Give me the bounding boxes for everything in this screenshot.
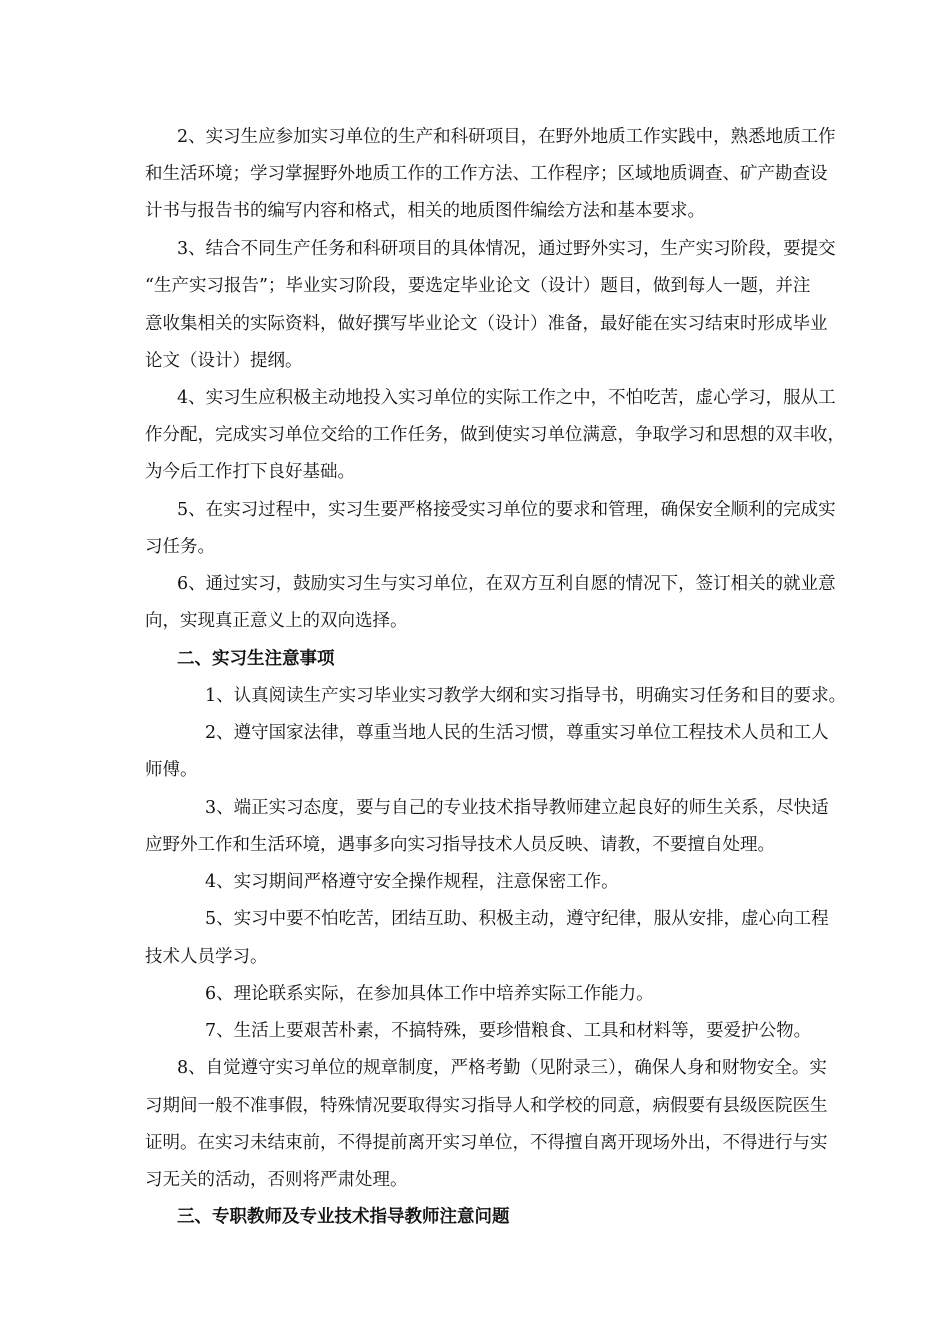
note-5-line-1: 5、实习中要不怕吃苦，团结互助、积极主动，遵守纪律，服从安排，虚心向工程 <box>205 909 829 929</box>
paragraph-4-line-2: 作分配，完成实习单位交给的工作任务，做到使实习单位满意，争取学习和思想的双丰收， <box>145 425 845 445</box>
paragraph-3-line-1: 3、结合不同生产任务和科研项目的具体情况，通过野外实习，生产实习阶段，要提交 <box>177 239 836 259</box>
paragraph-6-line-2: 向，实现真正意义上的双向选择。 <box>145 611 408 631</box>
note-8-line-2: 习期间一般不准事假，特殊情况要取得实习指导人和学校的同意，病假要有县级医院医生 <box>145 1096 828 1116</box>
paragraph-2-line-2: 和生活环境；学习掌握野外地质工作的工作方法、工作程序；区域地质调查、矿产勘查设 <box>145 164 828 184</box>
paragraph-5-line-2: 习任务。 <box>145 537 215 557</box>
note-5-line-2: 技术人员学习。 <box>145 947 268 967</box>
note-4-line-1: 4、实习期间严格遵守安全操作规程，注意保密工作。 <box>205 872 619 892</box>
note-2-line-1: 2、遵守国家法律，尊重当地人民的生活习惯，尊重实习单位工程技术人员和工人 <box>205 723 829 743</box>
note-8-line-4: 习无关的活动，否则将严肃处理。 <box>145 1170 408 1190</box>
section-heading-3: 三、专职教师及专业技术指导教师注意问题 <box>177 1207 510 1227</box>
note-3-line-2: 应野外工作和生活环境，遇事多向实习指导技术人员反映、请教，不要擅自处理。 <box>145 835 775 855</box>
paragraph-5-line-1: 5、在实习过程中，实习生要严格接受实习单位的要求和管理，确保安全顺利的完成实 <box>177 500 836 520</box>
paragraph-3-line-2: “生产实习报告”；毕业实习阶段，要选定毕业论文（设计）题目，做到每人一题，并注 <box>145 276 811 296</box>
paragraph-3-line-3: 意收集相关的实际资料，做好撰写毕业论文（设计）准备，最好能在实习结束时形成毕业 <box>145 314 828 334</box>
note-3-line-1: 3、端正实习态度，要与自己的专业技术指导教师建立起良好的师生关系，尽快适 <box>205 798 829 818</box>
note-7-line-1: 7、生活上要艰苦朴素，不搞特殊，要珍惜粮食、工具和材料等，要爱护公物。 <box>205 1021 812 1041</box>
note-2-line-2: 师傅。 <box>145 760 198 780</box>
note-8-line-1: 8、自觉遵守实习单位的规章制度，严格考勤（见附录三），确保人身和财物安全。实 <box>177 1058 827 1078</box>
paragraph-4-line-3: 为今后工作打下良好基础。 <box>145 462 355 482</box>
note-6-line-1: 6、理论联系实际，在参加具体工作中培养实际工作能力。 <box>205 984 654 1004</box>
note-1-line-1: 1、认真阅读生产实习毕业实习教学大纲和实习指导书，明确实习任务和目的要求。 <box>205 686 847 706</box>
paragraph-2-line-3: 计书与报告书的编写内容和格式，相关的地质图件编绘方法和基本要求。 <box>145 201 705 221</box>
note-8-line-3: 证明。在实习未结束前，不得提前离开实习单位，不得擅自离开现场外出，不得进行与实 <box>145 1133 828 1153</box>
paragraph-3-line-4: 论文（设计）提纲。 <box>145 351 303 371</box>
paragraph-6-line-1: 6、通过实习，鼓励实习生与实习单位，在双方互利自愿的情况下，签订相关的就业意 <box>177 574 836 594</box>
paragraph-2-line-1: 2、实习生应参加实习单位的生产和科研项目，在野外地质工作实践中，熟悉地质工作 <box>177 127 836 147</box>
paragraph-4-line-1: 4、实习生应积极主动地投入实习单位的实际工作之中，不怕吃苦，虚心学习，服从工 <box>177 388 836 408</box>
section-heading-2: 二、实习生注意事项 <box>177 649 335 669</box>
